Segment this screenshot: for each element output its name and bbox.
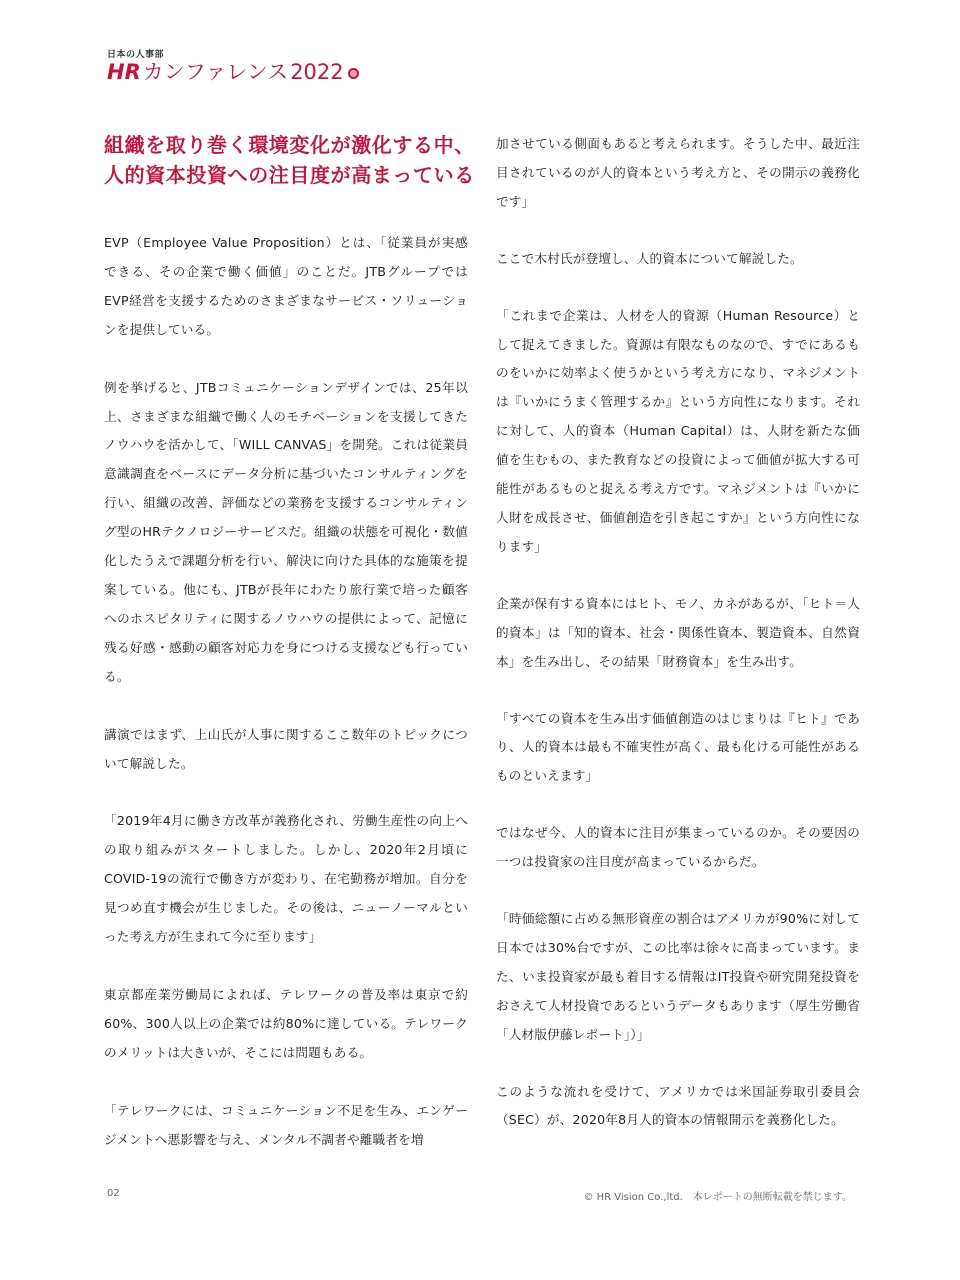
logo-subtitle: 日本の人事部 [107,50,165,60]
section-heading-line-2: 人的資本投資への注目度が高まっている [104,163,475,187]
left-column [104,130,475,1183]
section-heading-line-1: 組織を取り巻く環境変化が激化する中、 [104,133,475,157]
logo-circle-icon [348,68,359,79]
body-paragraph: 「すべての資本を生み出す価値創造のはじまりは『ヒト』であり、人的資本は最も不確実性が高く、最も化ける可能性があるものといえます」 [496,710,860,784]
copyright-notice: © HR Vision Co.,ltd. 本レポートの無断転載を禁じます。 [583,1192,852,1203]
logo-conference-text: カンファレンス [142,60,289,84]
body-paragraph: 「これまで企業は、人材を人的資源（Human Resource）として捉えてきました。資源は有限なものなので、すでにあるものをいかに効率よく使うかという考え方になり、マネジメントは『いかにうまく管理するか』という方向性になります。それに対して、人的資本（Human Capital）は、人財を新たな価値を生むもの、また教育などの投資によって価値が拡大する可能性があるものと捉える考え方です。マネジメントは『いかに人財を成長させ、価値創造を引き起こすか』という方向性になります」 [496,307,860,554]
right-column [496,130,860,1163]
conference-logo [107,50,359,84]
body-paragraph: 企業が保有する資本にはヒト、モノ、カネがあるが、「ヒト＝人的資本」は「知的資本、社会・関係性資本、製造資本、自然資本」を生み出し、その結果「財務資本」を生み出す。 [496,595,860,669]
body-paragraph: ではなぜ今、人的資本に注目が集まっているのか。その要因の一つは投資家の注目度が高まっているからだ。 [496,825,860,870]
logo-hr-mark: HR [107,60,141,84]
body-paragraph: EVP（Employee Value Proposition）とは、「従業員が実感できる、その企業で働く価値」のことだ。JTBグループではEVP経営を支援するためのさまざまなサービス・ソリューションを提供している。 [104,235,468,337]
body-paragraph: 例を挙げると、JTBコミュニケーションデザインでは、25年以上、さまざまな組織で働く人のモチベーションを支援してきたノウハウを活かして、「WILL CANVAS」を開発。これは従業員意識調査をベースにデータ分析に基づいたコンサルティングを行い、組織の改善、評価などの業務を支援するコンサルティング型のHRテクノロジーサービスだ。組織の状態を可視化・数値化したうえで課題分析を行い、解決に向けた具体的な施策を提案している。他にも、JTBが長年にわたり旅行業で培った顧客へのホスピタリティに関するノウハウの提供によって、記憶に残る好感・感動の顧客対応力を身につける支援なども行っている。 [104,379,468,684]
body-paragraph: 「テレワークには、コミュニケーション不足を生み、エンゲージメントへ悪影響を与え、メンタル不調者や離職者を増 [104,1102,468,1147]
body-paragraph: 加させている側面もあると考えられます。そうした中、最近注目されているのが人的資本という考え方と、その開示の義務化です」 [496,136,860,209]
body-paragraph: 「2019年4月に働き方改革が義務化され、労働生産性の向上への取り組みがスタートしました。しかし、2020年2月頃にCOVID-19の流行で働き方が変わり、在宅勤務が増加。自分を見つめ直す機会が生じました。その後は、ニューノーマルといった考え方が生まれて今に至ります」 [104,813,468,945]
body-paragraph: 「時価総額に占める無形資産の割合はアメリカが90%に対して日本では30%台ですが、この比率は徐々に高まっています。また、いま投資家が最も着目する情報はIT投資や研究開発投資をおさえて人材投資であるというデータもあります（厚生労働省「人材版伊藤レポート」）」 [496,911,860,1042]
logo-title [107,60,359,84]
logo-year: 2022 [290,60,344,84]
body-paragraph: ここで木村氏が登壇し、人的資本について解説した。 [496,250,803,266]
body-paragraph: このような流れを受けて、アメリカでは米国証券取引委員会（SEC）が、2020年8月人的資本の情報開示を義務化した。 [496,1083,860,1128]
body-paragraph: 東京都産業労働局によれば、テレワークの普及率は東京で約60%、300人以上の企業では約80%に達している。テレワークのメリットは大きいが、そこには問題もある。 [104,986,468,1060]
page-number: 02 [107,1188,120,1199]
body-paragraph: 講演ではまず、上山氏が人事に関するここ数年のトピックについて解説した。 [104,726,468,771]
section-heading [104,130,475,190]
